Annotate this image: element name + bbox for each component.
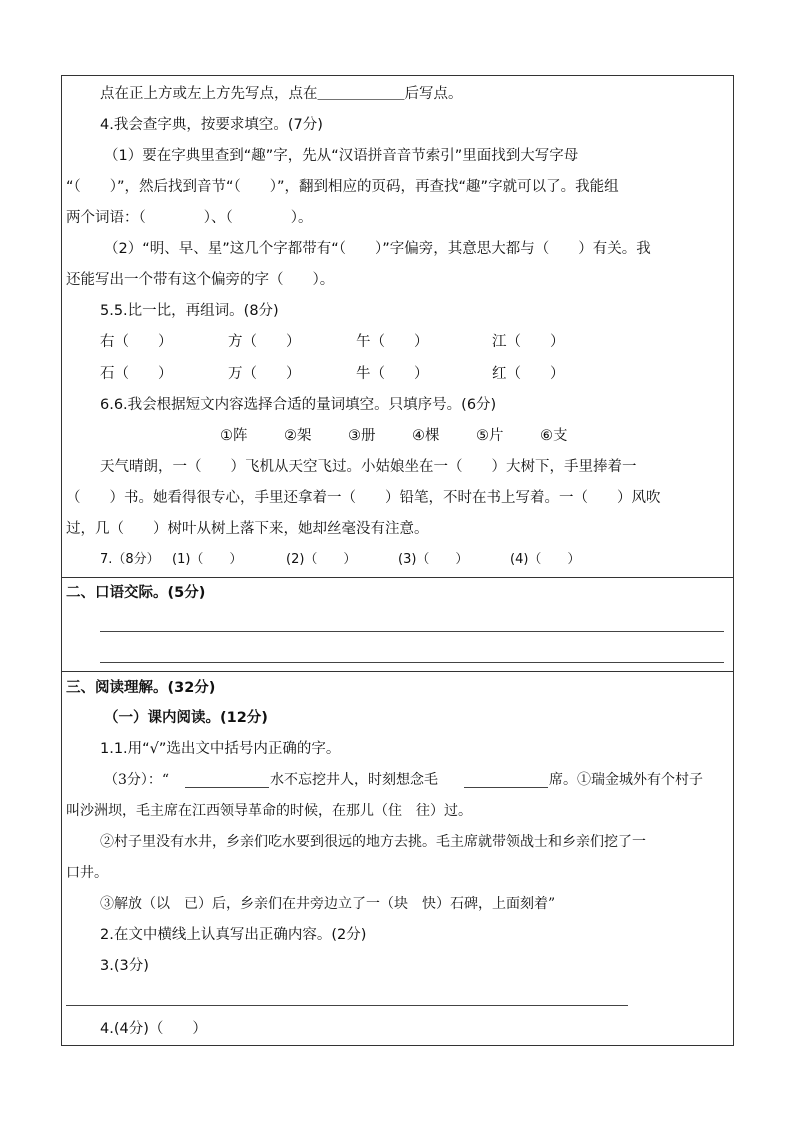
q6-option: ④棵: [412, 428, 440, 444]
q7-item: (1)（ ）: [172, 552, 243, 567]
reading-passage-line5: ③解放（以 已）后，乡亲们在井旁边立了一（块 快）石碑，上面刻着”: [100, 896, 556, 912]
part3-subtitle: （一）课内阅读。(12分): [104, 710, 268, 726]
q4-part2-line2: 还能写出一个带有这个偏旁的字（ ）。: [66, 272, 335, 288]
reading-q1-text: 水不忘挖井人，时刻想念毛: [270, 772, 438, 788]
q5-item: 牛（ ）: [356, 366, 429, 382]
q5-item: 右（ ）: [100, 334, 173, 350]
q6-option: ⑥支: [540, 428, 568, 444]
reading-q1-title: 1.1.用“√”选出文中括号内正确的字。: [100, 741, 341, 757]
answer-line[interactable]: [100, 662, 724, 663]
q5-item: 石（ ）: [100, 366, 173, 382]
q6-passage-line2: （ ）书。她看得很专心，手里还拿着一（ ）铅笔，不时在书上写着。一（ ）风吹: [66, 490, 661, 506]
reading-q2: 2.在文中横线上认真写出正确内容。(2分): [100, 927, 367, 943]
reading-q1-text: 席。①瑞金城外有个村子: [549, 772, 703, 788]
reading-q4: 4.(4分)（ ）: [100, 1021, 207, 1037]
q5-item: 江（ ）: [492, 334, 565, 350]
q5-item: 方（ ）: [228, 334, 301, 350]
reading-passage-line4: 口井。: [66, 865, 108, 881]
answer-line[interactable]: [66, 1005, 628, 1006]
q6-option: ①阵: [220, 428, 248, 444]
q7-item: (4)（ ）: [510, 552, 581, 567]
q7-label: 7.（8分）: [100, 552, 160, 567]
answer-line[interactable]: [100, 631, 724, 632]
q5-item: 红（ ）: [492, 366, 565, 382]
reading-passage-line2: 叫沙洲坝，毛主席在江西领导革命的时候，在那儿（住 往）过。: [66, 803, 472, 819]
part2-title: 二、口语交际。(5分): [66, 585, 206, 601]
q6-passage-line1: 天气晴朗，一（ ）飞机从天空飞过。小姑娘坐在一（ ）大树下，手里捧着一: [100, 459, 637, 475]
q4-part1-line3: 两个词语：（ ）、（ ）。: [66, 210, 313, 226]
q6-title: 6.6.我会根据短文内容选择合适的量词填空。只填序号。(6分): [100, 397, 497, 413]
reading-q3: 3.(3分): [100, 958, 149, 974]
section-divider: [61, 577, 734, 578]
q6-option: ③册: [348, 428, 376, 444]
stroke-order-rule: 点在正上方或左上方先写点，点在＿＿＿＿＿＿后写点。: [100, 86, 463, 102]
section-divider: [61, 671, 734, 672]
part3-title: 三、阅读理解。(32分): [66, 680, 216, 696]
q5-item: 万（ ）: [228, 366, 301, 382]
q4-part2-line1: （2）“明、早、星”这几个字都带有“（ ）”字偏旁，其意思大都与（ ）有关。我: [104, 241, 651, 257]
q5-item: 午（ ）: [356, 334, 429, 350]
q4-title: 4.我会查字典，按要求填空。(7分): [100, 117, 323, 133]
q6-option: ②架: [284, 428, 312, 444]
q6-option: ⑤片: [476, 428, 504, 444]
fill-blank-1[interactable]: [185, 787, 269, 788]
q4-part1-line2: “（ ）”，然后找到音节“（ ）”，翻到相应的页码，再查找“趣”字就可以了。我能组: [66, 179, 619, 195]
reading-passage-line3: ②村子里没有水井，乡亲们吃水要到很远的地方去挑。毛主席就带领战士和乡亲们挖了一: [100, 834, 646, 850]
q7-item: (2)（ ）: [286, 552, 357, 567]
q4-part1-line1: （1）要在字典里查到“趣”字，先从“汉语拼音音节索引”里面找到大写字母: [104, 148, 579, 164]
q7-item: (3)（ ）: [398, 552, 469, 567]
q5-title: 5.5.比一比，再组词。(8分): [100, 303, 279, 319]
fill-blank-2[interactable]: [464, 787, 548, 788]
q6-passage-line3: 过，几（ ）树叶从树上落下来，她却丝毫没有注意。: [66, 521, 429, 537]
reading-q1-points: （3分）：“: [104, 772, 170, 788]
